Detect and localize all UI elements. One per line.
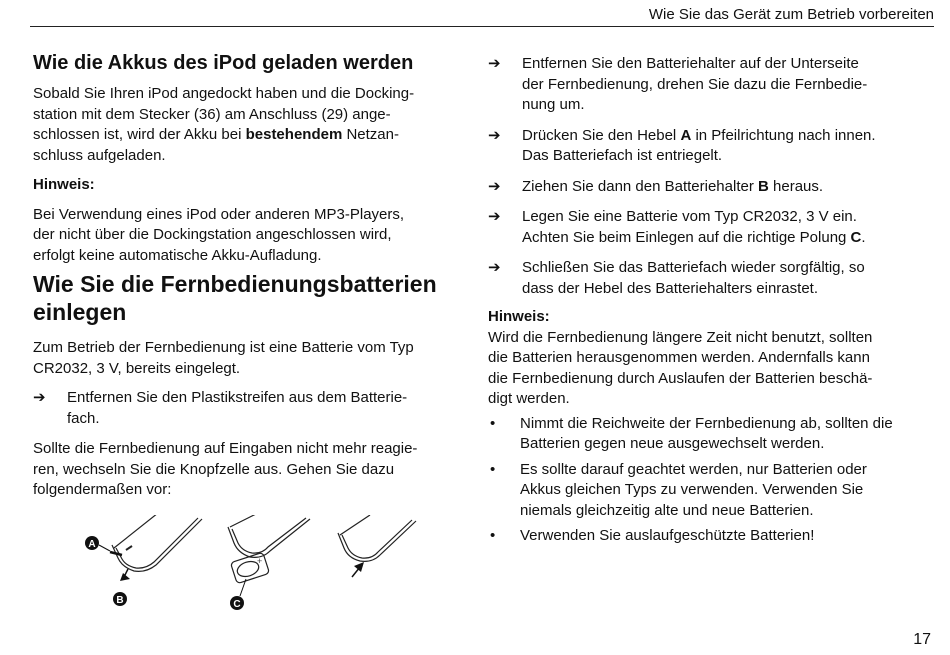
- right-column: [488, 54, 934, 552]
- step-remove-holder: ➔ Entfernen Sie den Batteriehalter auf der Unterseite der Fernbedienung, drehen Sie dazu die Fernbedie- nung um.: [488, 54, 934, 116]
- note-label-right: Hinweis:: [488, 308, 550, 325]
- step-close-compartment: ➔ Schließen Sie das Batteriefach wieder sorgfältig, so dass der Hebel des Batteriehalters einrastet.: [488, 258, 934, 299]
- bullet-item: • Verwenden Sie auslaufgeschützte Batterien!: [488, 526, 934, 547]
- note-label: Hinweis:: [33, 176, 95, 193]
- step-pull-holder: ➔ Ziehen Sie dann den Batteriehalter B heraus.: [488, 177, 934, 198]
- arrow-icon: ➔: [488, 177, 501, 195]
- bullet-icon: •: [490, 414, 496, 432]
- label-a: A: [88, 539, 96, 550]
- header-title: Wie Sie das Gerät zum Betrieb vorbereiten: [648, 6, 934, 23]
- step-remove-strip: ➔ Entfernen Sie den Plastikstreifen aus dem Batterie- fach.: [33, 388, 473, 429]
- battery-replacement-illustration: [80, 515, 420, 615]
- page-number: 17: [913, 631, 931, 648]
- section-heading-charging: Wie die Akkus des iPod geladen werden: [33, 52, 414, 74]
- arrow-icon: ➔: [488, 55, 501, 72]
- left-column: [33, 50, 473, 510]
- label-c: C: [233, 599, 241, 610]
- step-insert-battery: ➔ Legen Sie eine Batterie vom Typ CR2032, 3 V ein. Achten Sie beim Einlegen auf die richtige Polung C.: [488, 207, 934, 248]
- step-press-lever: ➔ Drücken Sie den Hebel A in Pfeilrichtung nach innen. Das Batteriefach ist entriegelt.: [488, 126, 934, 167]
- arrow-icon: ➔: [488, 126, 501, 144]
- header-rule: [30, 26, 934, 27]
- bullet-item: • Nimmt die Reichweite der Fernbedienung ab, sollten die Batterien gegen neue ausgewechselt werden.: [488, 414, 934, 455]
- arrow-icon: ➔: [488, 208, 501, 225]
- bullet-item: • Es sollte darauf geachtet werden, nur Batterien oder Akkus gleichen Typs zu verwenden. Verwenden Sie niemals gleichzeitig alte und neue Batterien.: [488, 460, 934, 522]
- note-paragraph: Bei Verwendung eines iPod oder anderen MP3-Players, der nicht über die Dockingstation angeschlossen wird, erfolgt keine automatische Akku-Aufladung.: [33, 205, 405, 264]
- note-paragraph-right: Wird die Fernbedienung längere Zeit nicht benutzt, sollten die Batterien herausgenommen werden. Andernfalls kann die Fernbedienung durch Auslaufen der Batterien beschä- digt werden.: [488, 328, 873, 407]
- bullet-icon: •: [490, 460, 496, 478]
- section-heading-batteries: Wie Sie die Fernbedienungsbatterien einlegen: [33, 271, 437, 325]
- arrow-icon: ➔: [488, 259, 501, 276]
- bullet-icon: •: [490, 527, 496, 544]
- plus-sign: +: [257, 556, 263, 566]
- battery-intro-paragraph: Zum Betrieb der Fernbedienung ist eine Batterie vom Typ CR2032, 3 V, bereits eingelegt.: [33, 339, 414, 377]
- charging-paragraph: Sobald Sie Ihren iPod angedockt haben und die Docking- station mit dem Stecker (36) am Anschluss (29) ange- schlossen ist, wird der Akku bei bestehendem Netzan- schluss aufgeladen.: [33, 85, 415, 164]
- label-b: B: [116, 595, 124, 606]
- battery-replace-paragraph: Sollte die Fernbedienung auf Eingaben nicht mehr reagie- ren, wechseln Sie die Knopfzelle aus. Gehen Sie dazu folgendermaßen vor:: [33, 440, 418, 498]
- arrow-icon: ➔: [33, 389, 46, 406]
